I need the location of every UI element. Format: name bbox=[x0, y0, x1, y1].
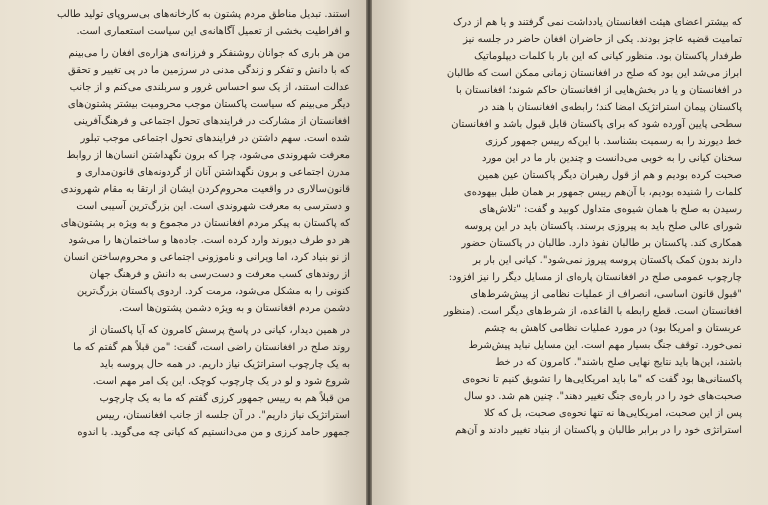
text-line: دیگر می‌بینم که سیاست پاکستان موجب محرومیت بیشتر پشتون‌های bbox=[67, 99, 350, 110]
text-line: و دسترسی به معرفت شهروندی است. این بزرگ‌ترین آسیبی است bbox=[76, 201, 350, 212]
text-line: هر دو طرف دیورند وارد کرده است. جاده‌ها و ساختمان‌ها را می‌شود bbox=[68, 235, 350, 246]
left-paragraph-1 bbox=[42, 6, 350, 40]
text-line: کنونی را به مشکل می‌شود، مرمت کرد. اردوی پاکستان بزرگ‌ترین bbox=[76, 286, 350, 297]
text-line: شده است. سهم داشتن در فرایندهای تحول اجتماعی موجب تبلور bbox=[80, 133, 350, 144]
text-line: باشند، این‌ها باید نتایج نهایی صلح باشند". کامرون که در خط bbox=[495, 357, 742, 368]
text-line: که بیشتر اعضای هیئت افغانستان یادداشت نمی گرفتند و یا هم از درک bbox=[453, 17, 742, 28]
text-line: از روندهای کسب معرفت و دست‌رسی به دانش و فرهنگ جهان bbox=[89, 269, 350, 280]
text-line: رسیدن به صلح با همان شیوه‌ی متداول کوبید و گفت: "تلاش‌های bbox=[479, 204, 742, 215]
text-line: شورای عالی صلح باید به پیروزی برسند. پاکستان باید در این پروسه bbox=[464, 221, 742, 232]
text-line: افغانستان است. قطع رابطه با القاعده، از شرط‌های دیگر است. (منظور bbox=[444, 306, 742, 317]
text-line: استراتژیک نیاز داریم". در آن جلسه از جانب افغانستان، رییس bbox=[96, 410, 350, 421]
text-line: صحبت‌های خود را در باره‌ی جنگ تغییر دهند". چنین هم شد. دو سال bbox=[463, 391, 742, 402]
text-line: ابراز می‌شد این بود که صلح در افغانستان زمانی ممکن است که طالبان bbox=[446, 68, 742, 79]
text-line: سخنان کیانی را به خوبی می‌دانست و چندین بار ما در این مورد bbox=[482, 153, 742, 164]
text-line: معرفت شهروندی می‌شود، چرا که برون نگهداشتن انسان‌ها از روابط bbox=[66, 150, 350, 161]
text-line: کلمات را شنیده بودیم، با آن‌هم رییس جمهور بر همان طبل بیهوده‌ی bbox=[463, 187, 742, 198]
right-page bbox=[372, 0, 768, 505]
text-line: عربستان و امریکا بود) در مورد عملیات نظامی کاهش به چشم bbox=[484, 323, 742, 334]
text-line: صحبت کرده بودیم و هم از قول رهبران دیگر پاکستان عین همین bbox=[477, 170, 742, 181]
text-line: "قبول قانون اساسی، انصراف از عملیات نظامی از پیش‌شرط‌های bbox=[470, 289, 742, 300]
text-line: مدرن اجتماعی و برون نگهداشتن آنان از گردونه‌های قانون‌مداری و bbox=[76, 167, 350, 178]
text-line: عدالت استند، از یک سو احساس غرور و سربلندی می‌کنم و از جانب bbox=[69, 82, 350, 93]
text-line: سطحی پایین آورده شود که برای پاکستان قابل قبول باشد و افغانستان bbox=[451, 119, 742, 130]
text-line: خط دیورند را به رسمیت بشناسد. با این‌که رییس جمهور کرزی bbox=[485, 136, 742, 147]
right-paragraph-1 bbox=[396, 14, 742, 439]
left-paragraph-2 bbox=[42, 45, 350, 317]
text-line: و افراطیت بخشی از تعمیل آگاهانه‌ی این سیاست استعماری است. bbox=[76, 26, 350, 37]
text-line: افغانستان از مشارکت در فرایندهای تحول اجتماعی و فرهنگ‌آفرینی bbox=[73, 116, 350, 127]
text-line: طرفدار پاکستان بود. منظور کیانی که این بار با کلمات دیپلوماتیک bbox=[474, 51, 742, 62]
text-line: در همین دیدار، کیانی در پاسخ پرسش کامرون که آیا پاکستان از bbox=[89, 325, 350, 336]
text-line: چارچوب عمومی صلح در افغانستان پاره‌ای از مسایل دیگر را نیز افزود: bbox=[448, 272, 742, 283]
text-line: شروع شود و لو در یک چارچوب کوچک. این یک امر مهم است. bbox=[92, 376, 350, 387]
text-line: من هر باری که جوانان روشنفکر و فرزانه‌ی هزاره‌ی افغان را می‌بینم bbox=[68, 48, 350, 59]
text-line: پاکستان پیمان استراتژیک امضا کند؛ رابطه‌ی افغانستان با هند در bbox=[478, 102, 742, 113]
text-line: نمی‌خورد. توقف جنگ بسیار مهم است. این مسایل نباید پیش‌شرط bbox=[468, 340, 742, 351]
text-line: به یک چارچوب استراتژیک نیاز داریم. در همه حال پروسه باید bbox=[99, 359, 350, 370]
text-line: دشمن مردم افغانستان و به ویژه دشمن پشتون‌ها است. bbox=[119, 303, 350, 314]
text-line: استراتژی خود را در برابر طالبان و پاکستان از بنیاد تغییر دادند و آن‌هم bbox=[455, 425, 742, 436]
text-line: پس از این صحبت، امریکایی‌ها نه تنها نحوه‌ی صحبت، بل که کلا bbox=[483, 408, 742, 419]
text-line: من قبلاً هم به رییس جمهور کرزی گفتم که ما به یک چارچوب bbox=[99, 393, 350, 404]
text-line: دارند بدون کمک پاکستان پروسه پیروز نمی‌شود". کیانی این بار بر bbox=[472, 255, 742, 266]
text-line: جمهور حامد کرزی و من می‌دانستیم که کیانی چه می‌گوید. با اندوه bbox=[77, 427, 350, 438]
text-line: تمامیت قضیه عاجز بودند. یکی از حاضران افغان حاضر در جلسه نیز bbox=[463, 34, 742, 45]
left-paragraph-3 bbox=[42, 322, 350, 441]
left-page bbox=[0, 0, 366, 505]
text-line: از نو بنیاد کرد، اما ویرانی و ناموزونی اجتماعی و محروم‌ساختن انسان bbox=[63, 252, 350, 263]
text-line: همکاری کند. پاکستان بر طالبان نفوذ دارد. طالبان در پاکستان حضور bbox=[461, 238, 742, 249]
text-line: روند صلح در افغانستان راضی است، گفت: "من قبلاً هم گفتم که ما bbox=[73, 342, 350, 353]
text-line: که پاکستان به پیکر مردم افغانستان در مجموع و به ویژه بر پشتون‌های bbox=[60, 218, 350, 229]
text-line: استند. تبدیل مناطق مردم پشتون به کارخانه‌های بی‌سروپای تولید طالب bbox=[56, 9, 350, 20]
text-line: قانون‌سالاری در واقعیت محروم‌کردن ایشان از ارتقا به مقام شهروندی bbox=[60, 184, 350, 195]
text-line: در افغانستان و یا در بخش‌هایی از افغانستان حاکم شوند؛ افغانستان با bbox=[455, 85, 742, 96]
text-line: پاکستانی‌ها بود گفت که "ما باید امریکایی‌ها را تشویق کنیم تا نحوه‌ی bbox=[462, 374, 742, 385]
text-line: که با دانش و تفکر و زندگی مدنی در سرزمین ما در پی تغییر و تحقق bbox=[67, 65, 350, 76]
